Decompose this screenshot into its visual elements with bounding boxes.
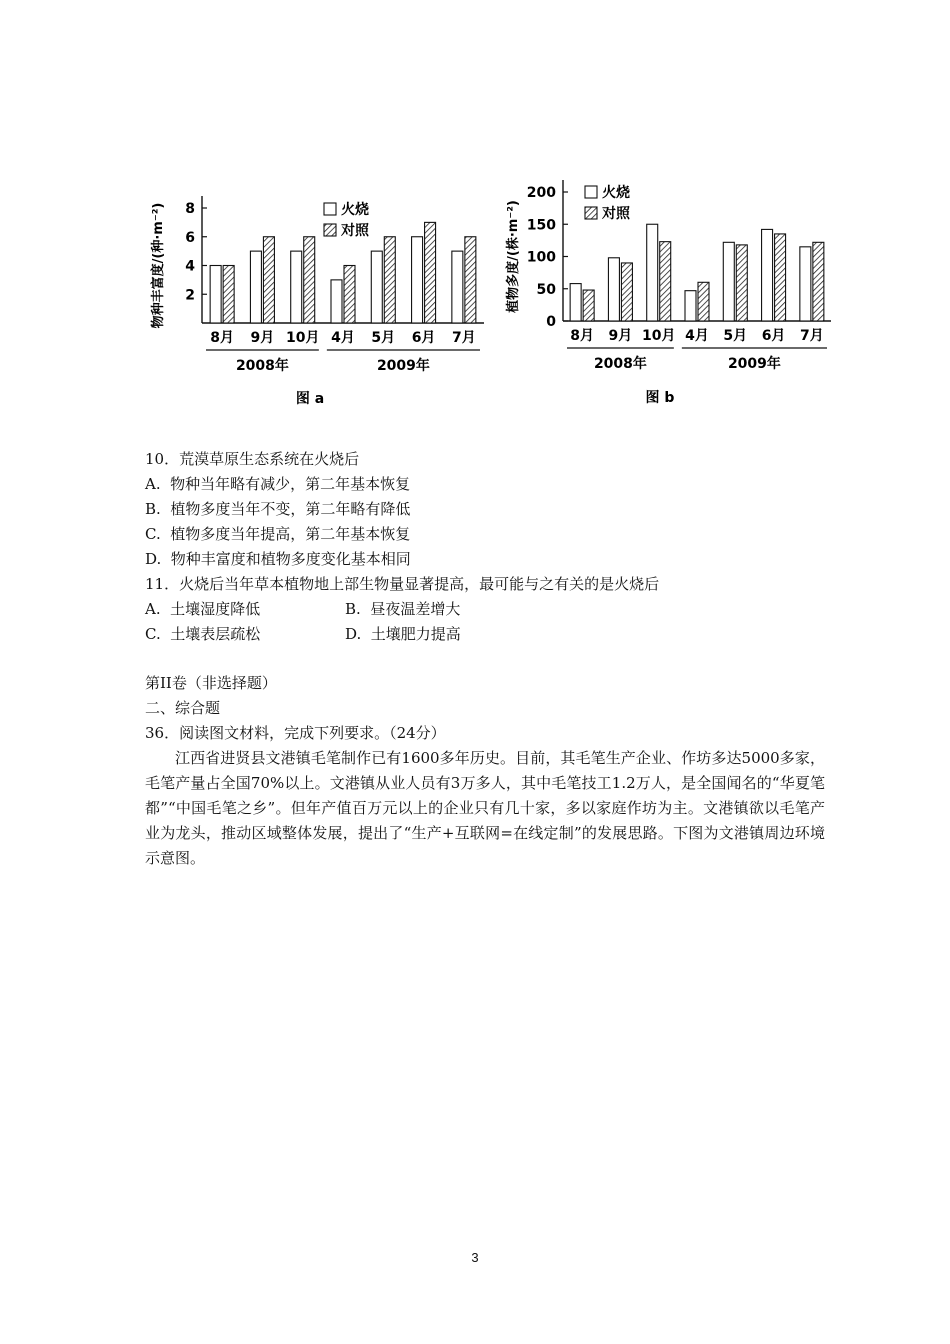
q11-option-c: C. 土壤表层疏松 [145, 625, 261, 643]
legend-label: 火烧 [341, 202, 369, 218]
x-tick-label: 4月 [685, 328, 709, 344]
year-group-label: 2009年 [727, 356, 781, 372]
x-tick-label: 10月 [285, 330, 320, 346]
x-tick-label: 7月 [451, 330, 476, 346]
y-tick-label: 2 [185, 287, 195, 304]
bar-fire [800, 247, 811, 321]
y-tick-label: 6 [185, 229, 195, 246]
q10-option-b: B. 植物多度当年不变，第二年略有降低 [145, 500, 411, 518]
bar-control [344, 266, 355, 324]
legend-label: 对照 [341, 223, 369, 239]
q11-options-row-2 [145, 622, 825, 647]
x-tick-label: 5月 [723, 328, 748, 344]
bar-fire [291, 251, 302, 323]
legend-label: 对照 [602, 206, 630, 222]
figure-caption: 图 a [295, 391, 325, 407]
x-tick-label: 8月 [210, 330, 235, 346]
x-tick-label: 6月 [411, 330, 436, 346]
bar-control [465, 237, 476, 323]
x-tick-label: 8月 [570, 328, 595, 344]
bar-control [583, 290, 594, 321]
bar-control [775, 234, 786, 321]
y-axis-label: 植物多度/(株·m⁻²) [506, 200, 521, 313]
bar-fire [608, 258, 619, 321]
bar-fire [685, 291, 696, 321]
q10-stem: 10．荒漠草原生态系统在火烧后 [145, 450, 360, 468]
x-tick-label: 7月 [799, 328, 824, 344]
x-tick-label: 4月 [331, 330, 355, 346]
q10-option-d: D. 物种丰富度和植物多度变化基本相同 [145, 550, 411, 568]
bar-fire [412, 237, 423, 323]
legend-label: 火烧 [602, 185, 630, 201]
year-group-label: 2008年 [593, 356, 647, 372]
q36-stem: 36．阅读图文材料，完成下列要求。（24分） [145, 724, 446, 742]
legend-swatch [585, 186, 597, 198]
bar-control [223, 266, 234, 324]
x-tick-label: 6月 [761, 328, 786, 344]
figure-caption: 图 b [645, 390, 675, 406]
y-axis-label: 物种丰富度/(种·m⁻²) [151, 202, 166, 329]
chart-b [505, 180, 835, 415]
chart-a [150, 185, 490, 415]
bar-fire [570, 284, 581, 321]
x-tick-label: 9月 [608, 328, 633, 344]
q11-stem: 11．火烧后当年草本植物地上部生物量显著提高，最可能与之有关的是火烧后 [145, 575, 660, 593]
q11-option-d: D. 土壤肥力提高 [345, 625, 461, 643]
y-tick-label: 4 [185, 258, 195, 275]
y-tick-label: 200 [526, 185, 556, 201]
y-tick-label: 100 [526, 249, 556, 266]
bar-control [621, 263, 632, 321]
q36-material: 江西省进贤县文港镇毛笔制作已有1600多年历史。目前，其毛笔生产企业、作坊多达5000多家，毛笔产量占全国70%以上。文港镇从业人员有3万多人，其中毛笔技工1.2万人，是全国闻名的“华夏笔都”“中国毛笔之乡”。但年产值百万元以上的企业只有几十家，多以家庭作坊为主。文港镇欲以毛笔产业为龙头，推动区域整体发展，提出了“生产+互联网=在线定制”的发展思路。下图为文港镇周边环境示意图。 [145, 749, 825, 867]
x-tick-label: 10月 [641, 328, 676, 344]
bar-fire [210, 266, 221, 324]
bar-control [660, 242, 671, 321]
spacer [145, 647, 825, 671]
bar-control [384, 237, 395, 323]
bar-control [304, 237, 315, 323]
y-tick-label: 50 [536, 281, 556, 298]
bar-control [813, 242, 824, 321]
legend-swatch [324, 203, 336, 215]
legend-swatch [324, 224, 336, 236]
q11-options-row-1 [145, 597, 825, 622]
q11-option-a: A. 土壤湿度降低 [145, 600, 261, 618]
year-group-label: 2008年 [235, 358, 289, 374]
page-number: 3 [471, 1250, 479, 1265]
y-tick-label: 8 [185, 201, 195, 217]
bar-control [425, 222, 436, 323]
bar-fire [762, 229, 773, 321]
bar-control [263, 237, 274, 323]
x-tick-label: 5月 [371, 330, 396, 346]
legend-swatch [585, 207, 597, 219]
bar-fire [452, 251, 463, 323]
bar-fire [371, 251, 382, 323]
q10-option-c: C. 植物多度当年提高，第二年基本恢复 [145, 525, 411, 543]
chart-a-svg [150, 185, 490, 415]
bar-fire [250, 251, 261, 323]
bar-fire [723, 242, 734, 321]
question-text [145, 447, 825, 871]
q11-option-b: B. 昼夜温差增大 [345, 600, 461, 618]
y-tick-label: 0 [546, 314, 556, 330]
year-group-label: 2009年 [376, 358, 430, 374]
part2-title: 第II卷（非选择题） [145, 674, 277, 692]
bar-control [698, 282, 709, 321]
bar-fire [647, 224, 658, 321]
bar-control [736, 245, 747, 321]
q10-option-a: A. 物种当年略有减少，第二年基本恢复 [145, 475, 411, 493]
section-title: 二、综合题 [145, 699, 221, 717]
chart-b-svg [505, 180, 835, 415]
y-tick-label: 150 [526, 217, 556, 234]
x-tick-label: 9月 [250, 330, 275, 346]
bar-fire [331, 280, 342, 323]
